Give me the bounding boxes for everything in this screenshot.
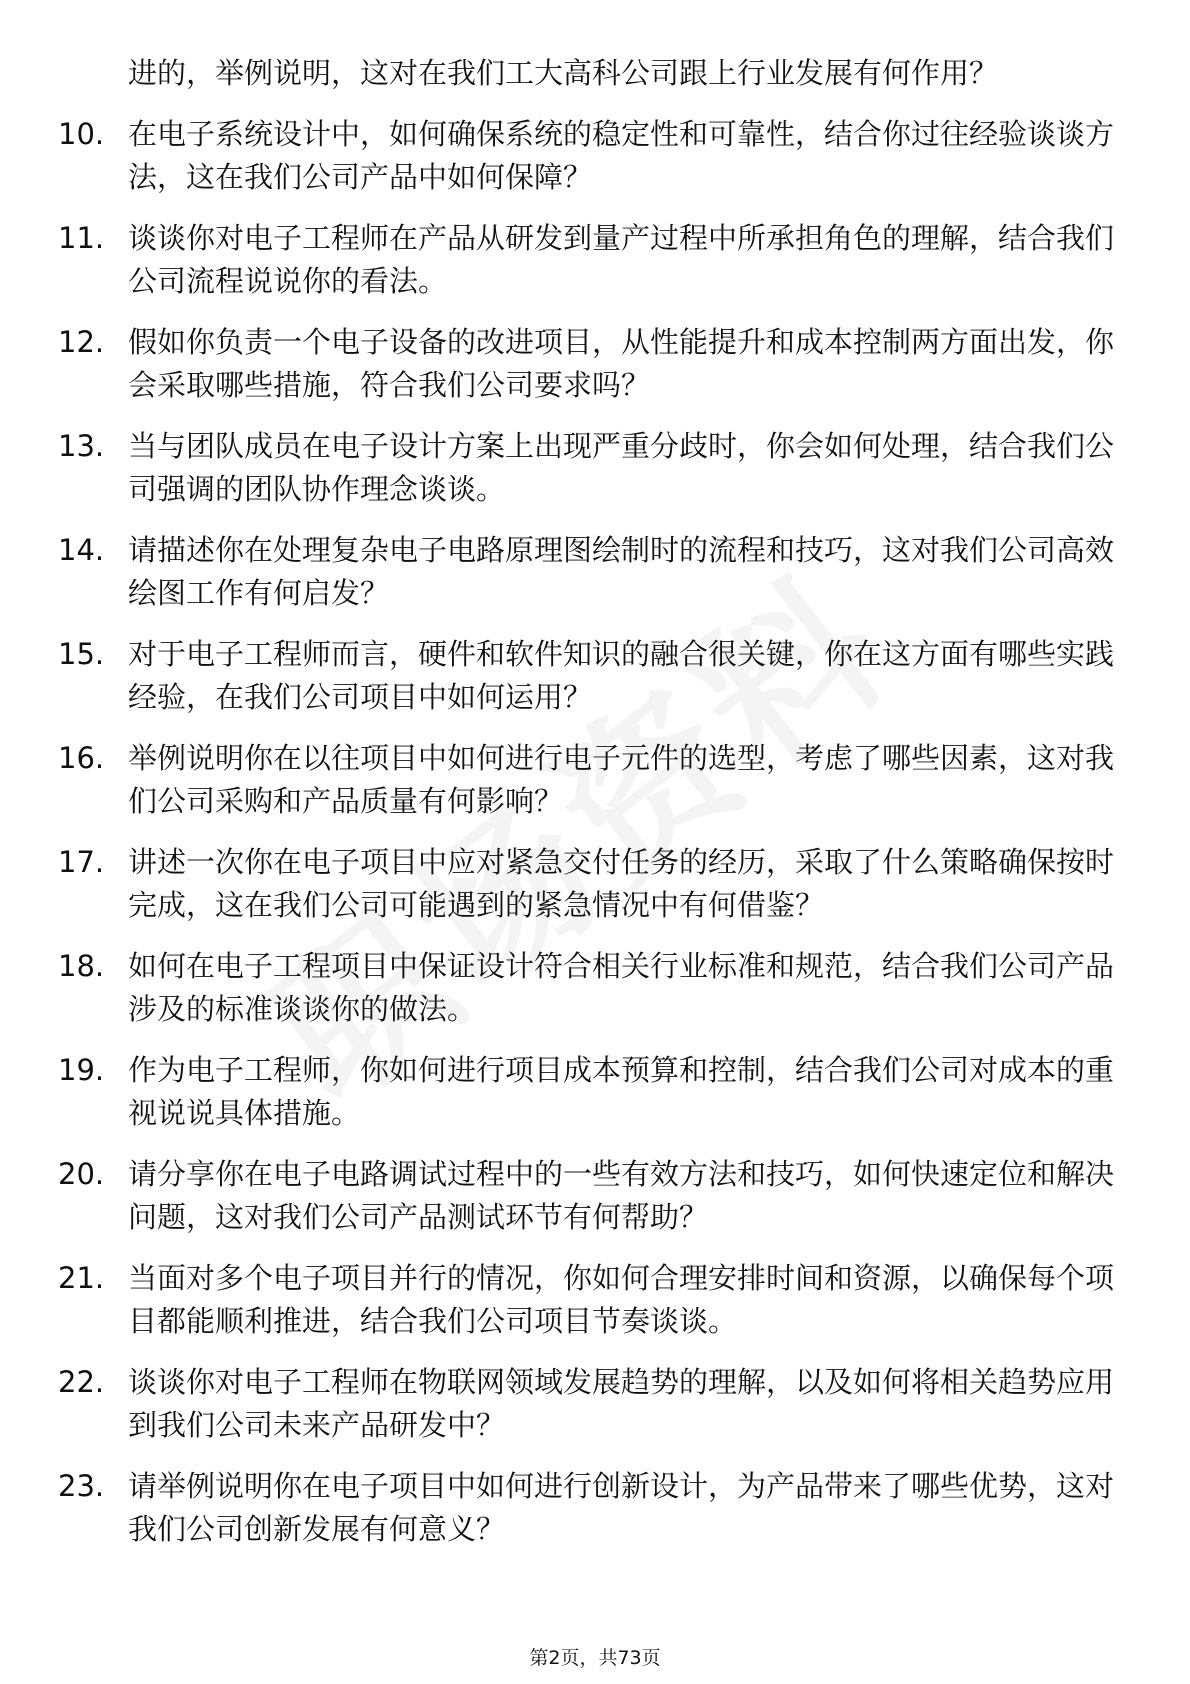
question-text: 请举例说明你在电子项目中如何进行创新设计，为产品带来了哪些优势，这对我们公司创新发展有何意义？ xyxy=(128,1469,1115,1546)
question-text: 请描述你在处理复杂电子电路原理图绘制时的流程和技巧，这对我们公司高效绘图工作有何启发？ xyxy=(128,533,1115,610)
question-item xyxy=(58,1153,1118,1239)
question-number: 10. xyxy=(58,117,105,151)
question-text: 对于电子工程师而言，硬件和软件知识的融合很关键，你在这方面有哪些实践经验，在我们公司项目中如何运用？ xyxy=(128,637,1115,714)
continued-question-text: 进的，举例说明，这对在我们工大高科公司跟上行业发展有何作用？ xyxy=(128,56,999,90)
question-item xyxy=(58,945,1118,1031)
question-item xyxy=(58,841,1118,927)
question-item xyxy=(58,113,1118,199)
question-text: 在电子系统设计中，如何确保系统的稳定性和可靠性，结合你过往经验谈谈方法，这在我们公司产品中如何保障？ xyxy=(128,117,1115,194)
question-number: 12. xyxy=(58,325,105,359)
question-item xyxy=(58,529,1118,615)
question-text: 作为电子工程师，你如何进行项目成本预算和控制，结合我们公司对成本的重视说说具体措施。 xyxy=(128,1053,1115,1130)
question-item xyxy=(58,1257,1118,1343)
question-item xyxy=(58,633,1118,719)
question-text: 谈谈你对电子工程师在产品从研发到量产过程中所承担角色的理解，结合我们公司流程说说你的看法。 xyxy=(128,221,1115,298)
question-number: 18. xyxy=(58,949,105,983)
question-number: 13. xyxy=(58,429,105,463)
question-number: 15. xyxy=(58,637,105,671)
question-number: 16. xyxy=(58,741,105,775)
question-number: 22. xyxy=(58,1365,105,1399)
question-list xyxy=(58,52,1118,1569)
question-number: 23. xyxy=(58,1469,105,1503)
page-number-footer: 第2页，共73页 xyxy=(529,1647,661,1669)
question-number: 20. xyxy=(58,1157,105,1191)
question-text: 当面对多个电子项目并行的情况，你如何合理安排时间和资源，以确保每个项目都能顺利推进，结合我们公司项目节奏谈谈。 xyxy=(128,1261,1115,1338)
question-text: 讲述一次你在电子项目中应对紧急交付任务的经历，采取了什么策略确保按时完成，这在我们公司可能遇到的紧急情况中有何借鉴？ xyxy=(128,845,1115,922)
question-text: 谈谈你对电子工程师在物联网领域发展趋势的理解，以及如何将相关趋势应用到我们公司未来产品研发中？ xyxy=(128,1365,1115,1442)
question-item xyxy=(58,1361,1118,1447)
question-item xyxy=(58,425,1118,511)
question-number: 17. xyxy=(58,845,105,879)
question-text: 请分享你在电子电路调试过程中的一些有效方法和技巧，如何快速定位和解决问题，这对我们公司产品测试环节有何帮助？ xyxy=(128,1157,1115,1234)
question-item xyxy=(58,1465,1118,1551)
question-item xyxy=(58,737,1118,823)
question-text: 假如你负责一个电子设备的改进项目，从性能提升和成本控制两方面出发，你会采取哪些措施，符合我们公司要求吗？ xyxy=(128,325,1115,402)
question-item xyxy=(58,1049,1118,1135)
question-item xyxy=(58,321,1118,407)
question-text: 举例说明你在以往项目中如何进行电子元件的选型，考虑了哪些因素，这对我们公司采购和产品质量有何影响？ xyxy=(128,741,1115,818)
question-number: 14. xyxy=(58,533,105,567)
question-text: 如何在电子工程项目中保证设计符合相关行业标准和规范，结合我们公司产品涉及的标准谈谈你的做法。 xyxy=(128,949,1115,1026)
question-number: 11. xyxy=(58,221,105,255)
question-number: 19. xyxy=(58,1053,105,1087)
question-item xyxy=(58,217,1118,303)
question-text: 当与团队成员在电子设计方案上出现严重分歧时，你会如何处理，结合我们公司强调的团队协作理念谈谈。 xyxy=(128,429,1115,506)
question-number: 21. xyxy=(58,1261,105,1295)
